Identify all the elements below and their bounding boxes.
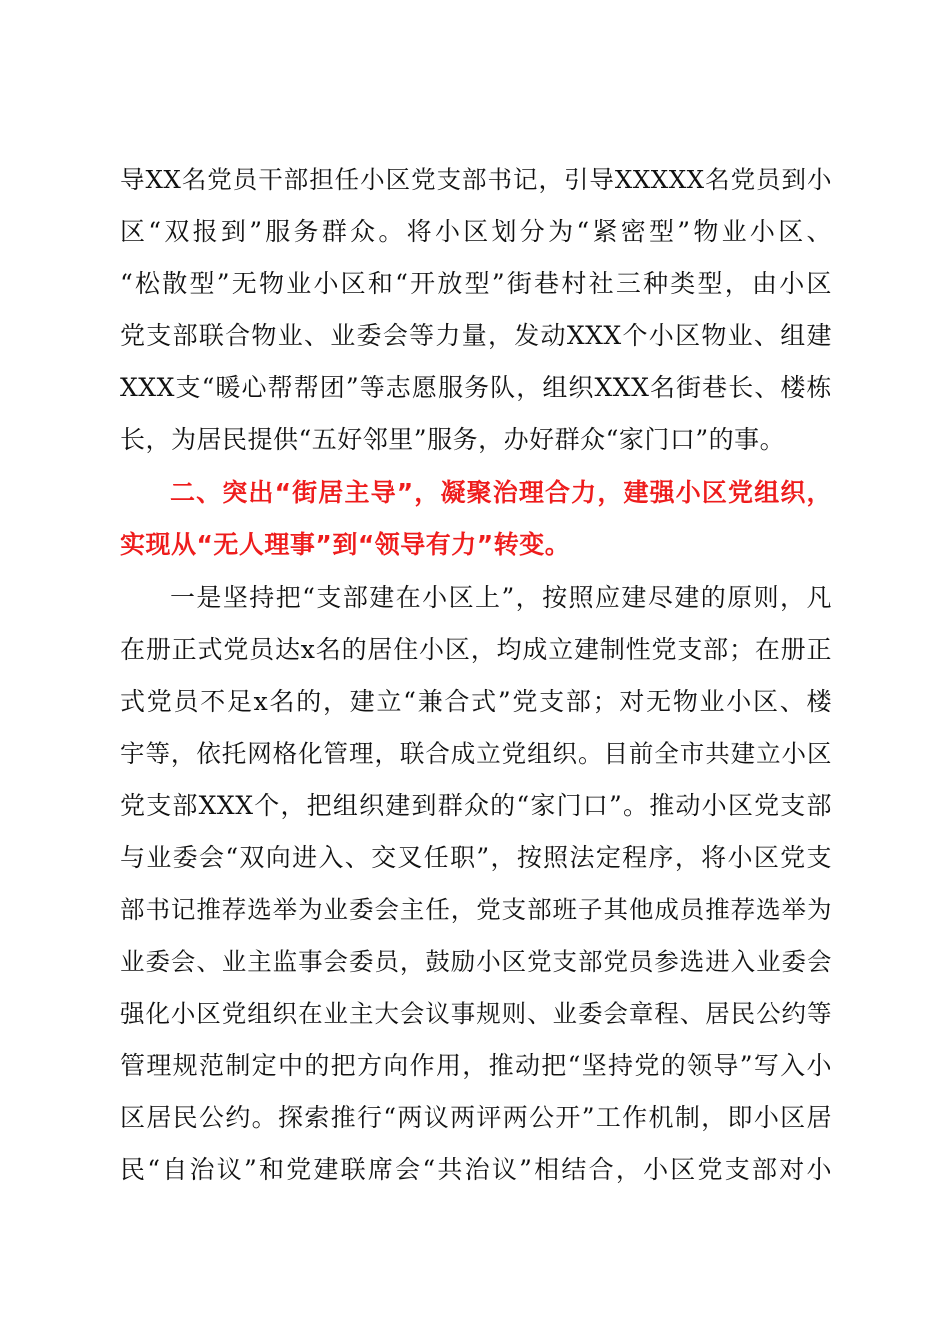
paragraph-2-line-5: 党支部XXX个，把组织建到群众的“家门口”。推动小区党支部 [120, 791, 832, 820]
paragraph-2-line-8: 业委会、业主监事会委员，鼓励小区党支部党员参选进入业委会 [120, 947, 832, 976]
paragraph-2-line-6: 与业委会“双向进入、交叉任职”，按照法定程序，将小区党支 [120, 843, 832, 872]
paragraph-2-line-11: 区居民公约。探索推行“两议两评两公开”工作机制，即小区居 [120, 1103, 832, 1132]
section-heading-line-1: 二、突出“街居主导”，凝聚治理合力，建强小区党组织， [170, 478, 832, 507]
paragraph-1-line-2: 区“双报到”服务群众。将小区划分为“紧密型”物业小区、 [120, 217, 832, 246]
paragraph-2-line-10: 管理规范制定中的把方向作用，推动把“坚持党的领导”写入小 [120, 1051, 832, 1080]
paragraph-1-line-6: 长，为居民提供“五好邻里”服务，办好群众“家门口”的事。 [120, 425, 786, 454]
paragraph-1-line-5: XXX支“暖心帮帮团”等志愿服务队，组织XXX名街巷长、楼栋 [120, 373, 832, 402]
paragraph-2-line-9: 强化小区党组织在业主大会议事规则、业委会章程、居民公约等 [120, 999, 832, 1028]
paragraph-2-line-12: 民“自治议”和党建联席会“共治议”相结合，小区党支部对小 [120, 1155, 832, 1184]
paragraph-2-line-4: 宇等，依托网格化管理，联合成立党组织。目前全市共建立小区 [120, 739, 832, 768]
section-heading-line-2: 实现从“无人理事”到“领导有力”转变。 [120, 530, 571, 559]
paragraph-1-line-1: 导XX名党员干部担任小区党支部书记，引导XXXXX名党员到小 [120, 165, 832, 194]
paragraph-2-line-7: 部书记推荐选举为业委会主任，党支部班子其他成员推荐选举为 [120, 895, 832, 924]
paragraph-1-line-4: 党支部联合物业、业委会等力量，发动XXX个小区物业、组建 [120, 321, 832, 350]
paragraph-1-line-3: “松散型”无物业小区和“开放型”街巷村社三种类型，由小区 [120, 269, 832, 298]
paragraph-2-line-3: 式党员不足x名的，建立“兼合式”党支部；对无物业小区、楼 [120, 687, 832, 716]
paragraph-2-line-1: 一是坚持把“支部建在小区上”，按照应建尽建的原则，凡 [170, 583, 832, 612]
paragraph-2-line-2: 在册正式党员达x名的居住小区，均成立建制性党支部；在册正 [120, 635, 832, 664]
